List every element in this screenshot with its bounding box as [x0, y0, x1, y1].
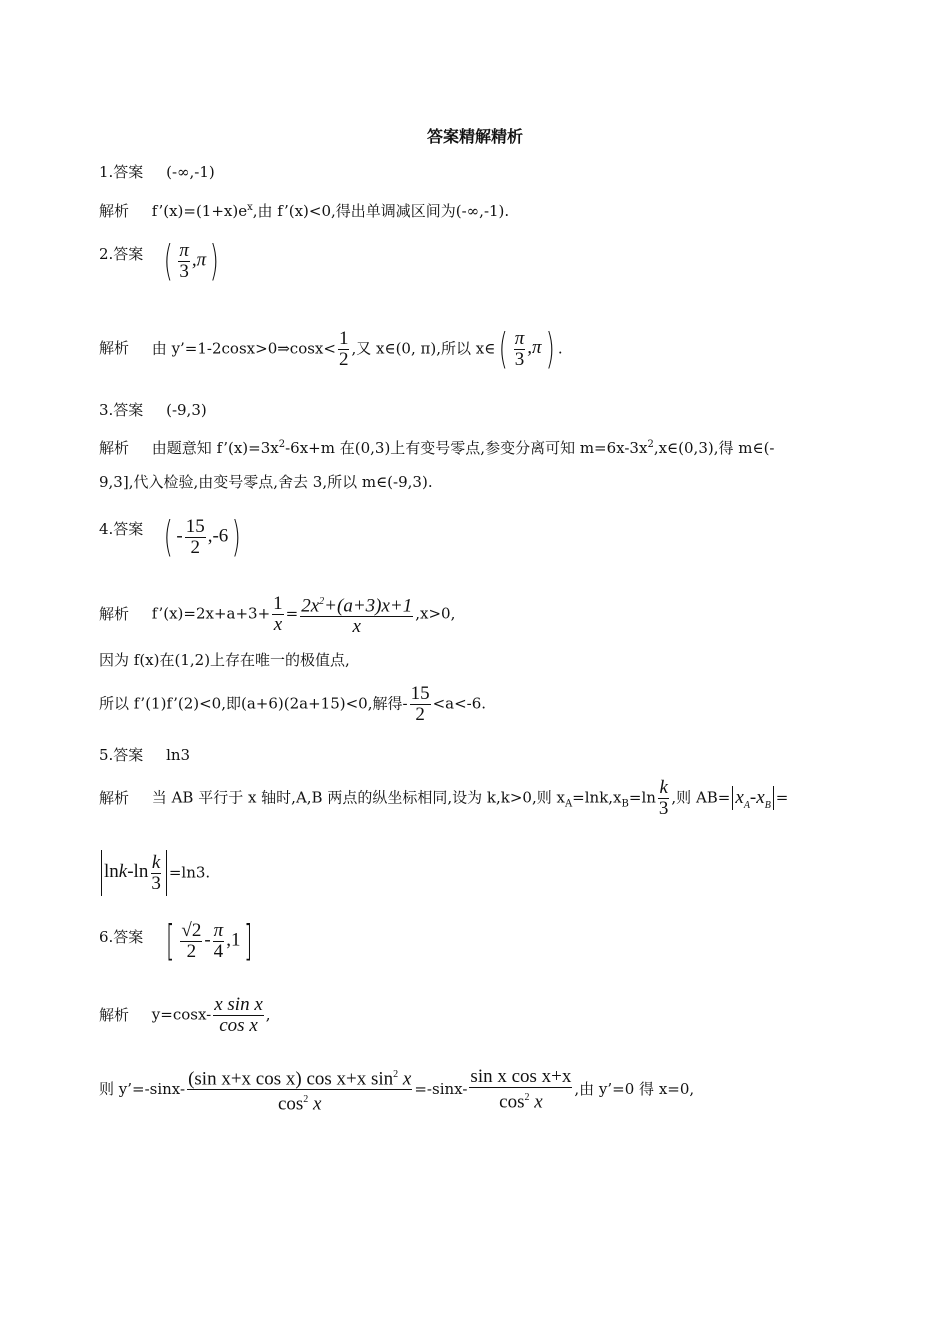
- abs-log-expression: [99, 851, 169, 894]
- comma: ,: [265, 1005, 271, 1024]
- right-bracket: ]: [244, 916, 253, 965]
- fraction-numerator: 15: [410, 683, 430, 704]
- equals-sign: =: [775, 788, 789, 807]
- short-derivative-fraction: [469, 1067, 572, 1112]
- exponent: 2: [303, 1094, 309, 1106]
- item-4-answer-label: 4.答案: [99, 520, 144, 538]
- item-3-analysis-text: 由题意知 f’(x)=3x: [151, 439, 279, 457]
- fraction-numerator: k: [659, 777, 668, 798]
- root2-over-2-fraction: [180, 921, 202, 962]
- exponent: 2: [278, 439, 286, 450]
- item-4-analysis-text-2: 因为 f(x)在(1,2)上存在唯一的极值点,: [99, 651, 350, 669]
- item-5-answer-label: 5.答案: [99, 746, 144, 764]
- item-5-answer: ln3: [166, 746, 191, 764]
- item-2-analysis-text: 由 y’=1-2cosx>0⇒cosx<: [151, 339, 336, 358]
- fraction-denominator: [498, 1088, 544, 1112]
- item-2-range-fraction: [514, 329, 526, 370]
- right-paren: ): [209, 236, 219, 285]
- fraction-numerator: sin x cos x+x: [470, 1066, 572, 1088]
- subscript: B: [764, 799, 771, 811]
- left-paren: (: [499, 324, 509, 373]
- fraction-denominator: 3: [514, 348, 525, 370]
- item-6-answer-formula: [162, 916, 257, 965]
- item-4-analysis-line-3: [99, 684, 486, 725]
- item-6-analysis-label: 解析: [99, 1005, 130, 1024]
- fraction-numerator: 1: [338, 327, 349, 349]
- fraction-denominator: [277, 1090, 323, 1114]
- fraction-denominator: 3: [179, 260, 189, 282]
- item-2-answer-tail: ,π: [191, 249, 207, 271]
- item-2-answer-line: [99, 244, 161, 264]
- item-3-analysis-line-2: [99, 472, 433, 492]
- item-1-analysis-line: [99, 198, 509, 221]
- item-6-analysis-line-2: [99, 1065, 694, 1115]
- fraction-numerator: π: [514, 327, 525, 349]
- item-3-analysis-line-1: [99, 435, 775, 458]
- item-5-analysis-text-2: =lnk,x: [572, 788, 622, 807]
- item-2-half-fraction: [338, 329, 350, 370]
- one-over-x-fraction: [272, 594, 284, 635]
- fraction-numerator: [187, 1065, 412, 1090]
- fraction-numerator: 1: [273, 593, 283, 615]
- item-1-exponent: x: [247, 202, 253, 213]
- abs-difference: [730, 786, 775, 811]
- item-3-analysis-label: 解析: [99, 439, 130, 457]
- item-6-analysis-text-3: =-sinx-: [414, 1079, 468, 1098]
- item-4-analysis-text-3: 所以 f’(1)f’(2)<0,即(a+6)(2a+15)<0,解得-: [99, 694, 408, 713]
- item-4-analysis-label: 解析: [99, 604, 130, 623]
- item-6-analysis-text-2: 则 y’=-sinx-: [99, 1079, 186, 1098]
- item-4-analysis-tail-2: <a<-6.: [432, 694, 487, 713]
- exponent: 2: [524, 1092, 530, 1104]
- item-4-answer-formula: [160, 512, 245, 561]
- fraction-denominator: 2: [338, 348, 349, 370]
- item-4-analysis-line-1: [99, 592, 455, 637]
- item-2-range-tail: ,π: [527, 337, 542, 359]
- item-5-analysis-label: 解析: [99, 788, 130, 807]
- item-4-analysis-text: f’(x)=2x+a+3+: [151, 604, 271, 623]
- item-4-analysis-tail: ,x>0,: [415, 604, 456, 623]
- equals-sign: =: [285, 604, 299, 623]
- fraction-denominator: cos x: [219, 1015, 258, 1036]
- fraction-denominator: 2: [186, 940, 197, 962]
- left-paren: (: [163, 236, 173, 285]
- fraction-denominator: 2: [190, 536, 200, 558]
- k-over-3-fraction: [658, 778, 670, 819]
- exponent: 2: [319, 596, 325, 607]
- pi-over-4-fraction: [213, 921, 225, 962]
- item-2-analysis-mid: ,又 x∈(0, π),所以 x∈: [351, 339, 496, 358]
- left-bracket: [: [166, 916, 175, 965]
- fraction-denominator: x: [273, 614, 283, 636]
- item-3-answer: (-9,3): [166, 401, 207, 419]
- item-4-answer-fraction: [185, 517, 206, 558]
- fraction-denominator: x: [352, 616, 361, 638]
- numerator-part-1: 2x: [301, 595, 320, 617]
- item-2-analysis-label: 解析: [99, 339, 130, 358]
- item-3-analysis-text-4: 9,3],代入检验,由变号零点,舍去 3,所以 m∈(-9,3).: [99, 473, 433, 491]
- fraction-denominator: 2: [415, 704, 425, 725]
- abs-bar: [101, 850, 102, 896]
- item-6-answer-line: [99, 927, 161, 947]
- page-title: 答案精解精析: [426, 127, 523, 146]
- exponent: 2: [647, 439, 654, 450]
- ln-text: ln: [104, 861, 119, 883]
- numerator-tail: x: [398, 1068, 412, 1090]
- long-derivative-fraction: [187, 1065, 412, 1115]
- left-paren: (: [163, 512, 173, 561]
- item-1-analysis-text: f’(x)=(1+x)e: [151, 202, 248, 220]
- right-paren: ): [231, 512, 241, 561]
- abs-bar: [773, 786, 774, 810]
- fifteen-halves-fraction: [410, 684, 431, 725]
- subscript: B: [621, 798, 629, 810]
- item-1-answer-line: [99, 162, 215, 182]
- fraction-numerator: π: [213, 919, 224, 941]
- minus-ln-text: -ln: [127, 861, 149, 883]
- item-6-answer-tail: ,1: [226, 929, 241, 951]
- denominator-tail: x: [529, 1091, 543, 1113]
- item-3-answer-line: [99, 400, 207, 420]
- item-3-analysis-text-3: ,x∈(0,3),得 m∈(-: [653, 439, 775, 457]
- numerator-part: (sin x+x cos x) cos x+x sin: [188, 1068, 394, 1090]
- denominator-part: cos: [277, 1093, 304, 1115]
- item-2-answer-label: 2.答案: [99, 245, 144, 263]
- variable-x: x: [735, 786, 744, 808]
- item-5-analysis-text: 当 AB 平行于 x 轴时,A,B 两点的纵坐标相同,设为 k,k>0,则 x: [151, 788, 565, 807]
- fraction-numerator: √2: [181, 919, 202, 941]
- fraction-denominator: 4: [213, 940, 224, 962]
- fraction-numerator: k: [151, 851, 161, 873]
- derivative-fraction: [300, 592, 413, 637]
- fraction-numerator: 15: [185, 515, 205, 537]
- fraction-numerator: x sin x: [214, 994, 263, 1015]
- item-5-analysis-tail: =ln3.: [168, 863, 211, 882]
- fraction-numerator: π: [179, 239, 189, 261]
- ln-text: =ln: [628, 788, 656, 807]
- abs-bar: [166, 850, 167, 896]
- item-5-answer-line: [99, 745, 190, 765]
- item-2-answer-formula: [160, 236, 223, 285]
- abs-bar: [732, 786, 733, 810]
- item-3-analysis-text-2: -6x+m 在(0,3)上有变号零点,参变分离可知 m=6x-3x: [285, 439, 648, 457]
- item-6-answer-label: 6.答案: [99, 928, 144, 946]
- item-1-analysis-tail: ,由 f’(x)<0,得出单调减区间为(-∞,-1).: [252, 202, 510, 220]
- item-4-answer-tail: ,-6: [207, 525, 229, 547]
- item-2-analysis-line: [99, 324, 563, 373]
- k-over-3-fraction: [150, 853, 162, 894]
- item-6-analysis-text: y=cosx-: [151, 1005, 212, 1024]
- variable-k: k: [118, 861, 128, 883]
- minus-sign: -: [749, 786, 757, 808]
- item-1-answer-label: 1.答案: [99, 163, 144, 181]
- fraction-numerator: [300, 592, 413, 617]
- numerator-part-2: +(a+3)x+1: [324, 595, 413, 617]
- item-4-answer-line: [99, 519, 161, 539]
- variable-x: x: [756, 786, 765, 808]
- item-2-period: .: [557, 339, 563, 358]
- subscript: A: [564, 798, 573, 810]
- item-4-analysis-line-2: [99, 650, 350, 670]
- denominator-part: cos: [499, 1091, 525, 1113]
- fraction-denominator: 3: [658, 798, 669, 819]
- item-5-analysis-line-2: [99, 850, 210, 896]
- minus-sign: -: [204, 929, 211, 951]
- right-paren: ): [545, 324, 555, 373]
- item-5-analysis-line-1: [99, 778, 788, 819]
- xsinx-over-cosx-fraction: [213, 995, 264, 1036]
- item-6-analysis-tail: ,由 y’=0 得 x=0,: [574, 1079, 695, 1098]
- fraction-denominator: 3: [151, 872, 161, 894]
- item-6-analysis-line-1: [99, 995, 271, 1036]
- minus-sign: -: [176, 525, 183, 547]
- denominator-tail: x: [308, 1093, 322, 1115]
- exponent: 2: [393, 1069, 399, 1080]
- item-2-answer-fraction: [178, 241, 190, 282]
- subscript: A: [743, 799, 750, 811]
- item-3-answer-label: 3.答案: [99, 401, 144, 419]
- item-1-analysis-label: 解析: [99, 202, 130, 220]
- item-1-answer: (-∞,-1): [166, 163, 215, 181]
- item-5-analysis-text-3: ,则 AB=: [671, 788, 731, 807]
